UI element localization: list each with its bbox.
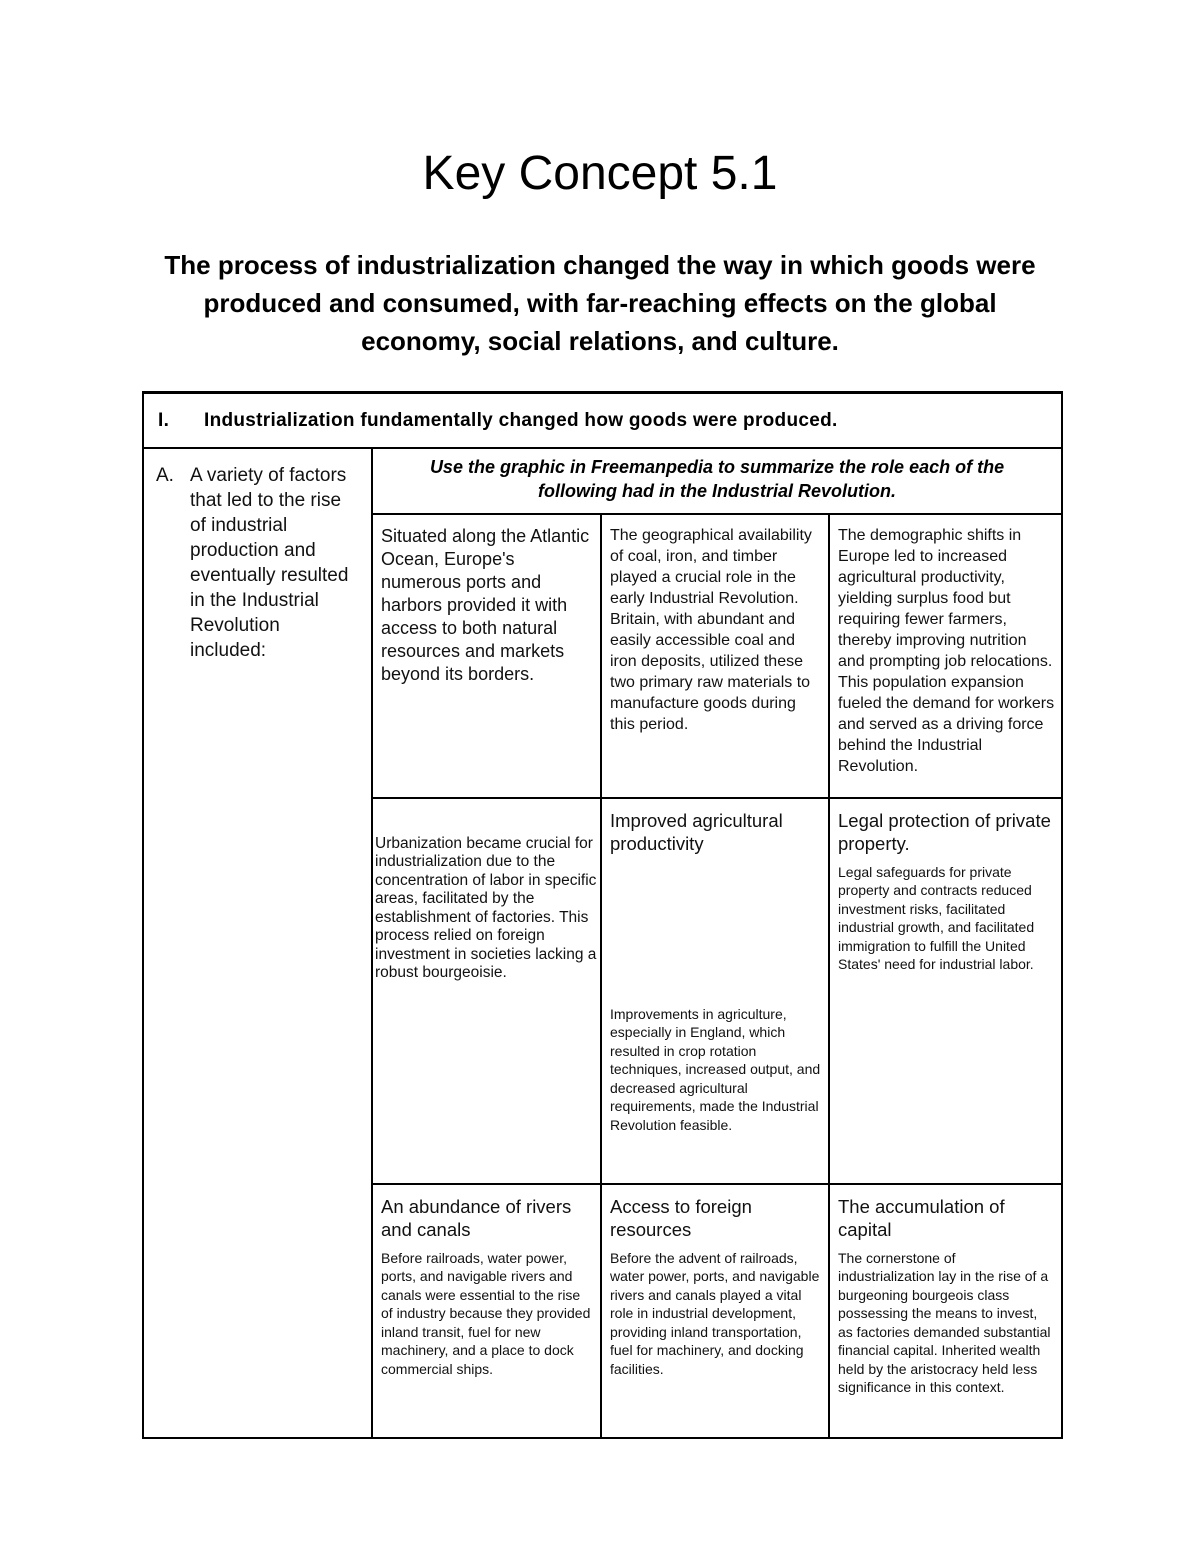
subsection-letter: A.: [156, 464, 174, 486]
cell-body: The cornerstone of industrialization lay in the rise of a burgeoning bourgeois class possessing the means to invest, as factories demanded substantial financial capital. Inherited wealth held by the aristocracy held less significance in this context.: [838, 1249, 1051, 1395]
factor-cell-property-rights: [829, 798, 1062, 1184]
factor-cell-capital: [829, 1184, 1062, 1438]
subsection-text: A variety of factors that led to the rise of industrial production and eventually resulted in the Industrial Revolution included:: [190, 464, 349, 661]
cell-heading: Access to foreign resources: [610, 1195, 752, 1240]
cell-body: Legal safeguards for private property and contracts reduced investment risks, facilitated industrial growth, and facilitated immigration to fulfill the United States' need for industrial labor.: [838, 863, 1035, 972]
factor-cell-agriculture: [601, 798, 829, 1184]
factor-cell-natural-resources: [601, 514, 829, 798]
section-heading-cell: [143, 393, 1062, 448]
cell-heading: Improved agricultural productivity: [610, 809, 783, 854]
cell-body: The geographical availability of coal, iron, and timber played a crucial role in the early Industrial Revolution. Britain, with abundant and easily accessible coal and iron deposits, utilized these two primary raw materials to manufacture goods during this period.: [610, 526, 812, 733]
factor-cell-rivers-canals: [372, 1184, 601, 1438]
instruction-cell: Use the graphic in Freemanpedia to summarize the role each of the following had in the Industrial Revolution.: [372, 448, 1062, 514]
cell-heading: An abundance of rivers and canals: [381, 1195, 572, 1240]
instruction-row: [143, 448, 1062, 514]
cell-body: Before the advent of railroads, water power, ports, and navigable rivers and canals played a vital role in industrial development, providing inland transportation, fuel for machinery, and docking facilities.: [610, 1249, 820, 1377]
page-title: Key Concept 5.1: [422, 147, 778, 200]
cell-heading: Legal protection of private property.: [838, 809, 1051, 854]
page-subtitle: The process of industrialization changed the way in which goods were produced and consumed, with far-reaching effects on the global economy, social relations, and culture.: [164, 250, 1036, 356]
factor-cell-demographics: [829, 514, 1062, 798]
cell-body: Improvements in agriculture, especially in England, which resulted in crop rotation techniques, increased output, and decreased agricultural requirements, made the Industrial Revolution feasible.: [610, 1005, 821, 1133]
section-number: I.: [158, 410, 170, 431]
section-row: [143, 393, 1062, 448]
cell-body: Urbanization became crucial for industrialization due to the concentration of labor in specific areas, facilitated by the establishment of factories. This process relied on foreign investment in societies lacking a robust bourgeoisie.: [375, 834, 597, 981]
cell-body: Before railroads, water power, ports, and navigable rivers and canals were essential to the rise of industry because they provided inland transit, fuel for new machinery, and a place to dock commercial ships.: [381, 1249, 591, 1377]
factor-cell-atlantic-ports: [372, 514, 601, 798]
key-concept-table: [142, 391, 1063, 1439]
cell-body: Situated along the Atlantic Ocean, Europe's numerous ports and harbors provided it with access to both natural resources and markets beyond its borders.: [381, 525, 590, 684]
section-heading: Industrialization fundamentally changed how goods were produced.: [204, 410, 838, 431]
factor-cell-urbanization: [372, 798, 601, 1184]
factor-cell-foreign-resources: [601, 1184, 829, 1438]
subsection-cell: [143, 448, 372, 1438]
cell-heading: The accumulation of capital: [838, 1195, 1005, 1240]
cell-body: The demographic shifts in Europe led to increased agricultural productivity, yielding surplus food but requiring fewer farmers, thereby improving nutrition and prompting job relocations. This population expansion fueled the demand for workers and served as a driving force behind the Industrial Revolution.: [838, 526, 1055, 775]
